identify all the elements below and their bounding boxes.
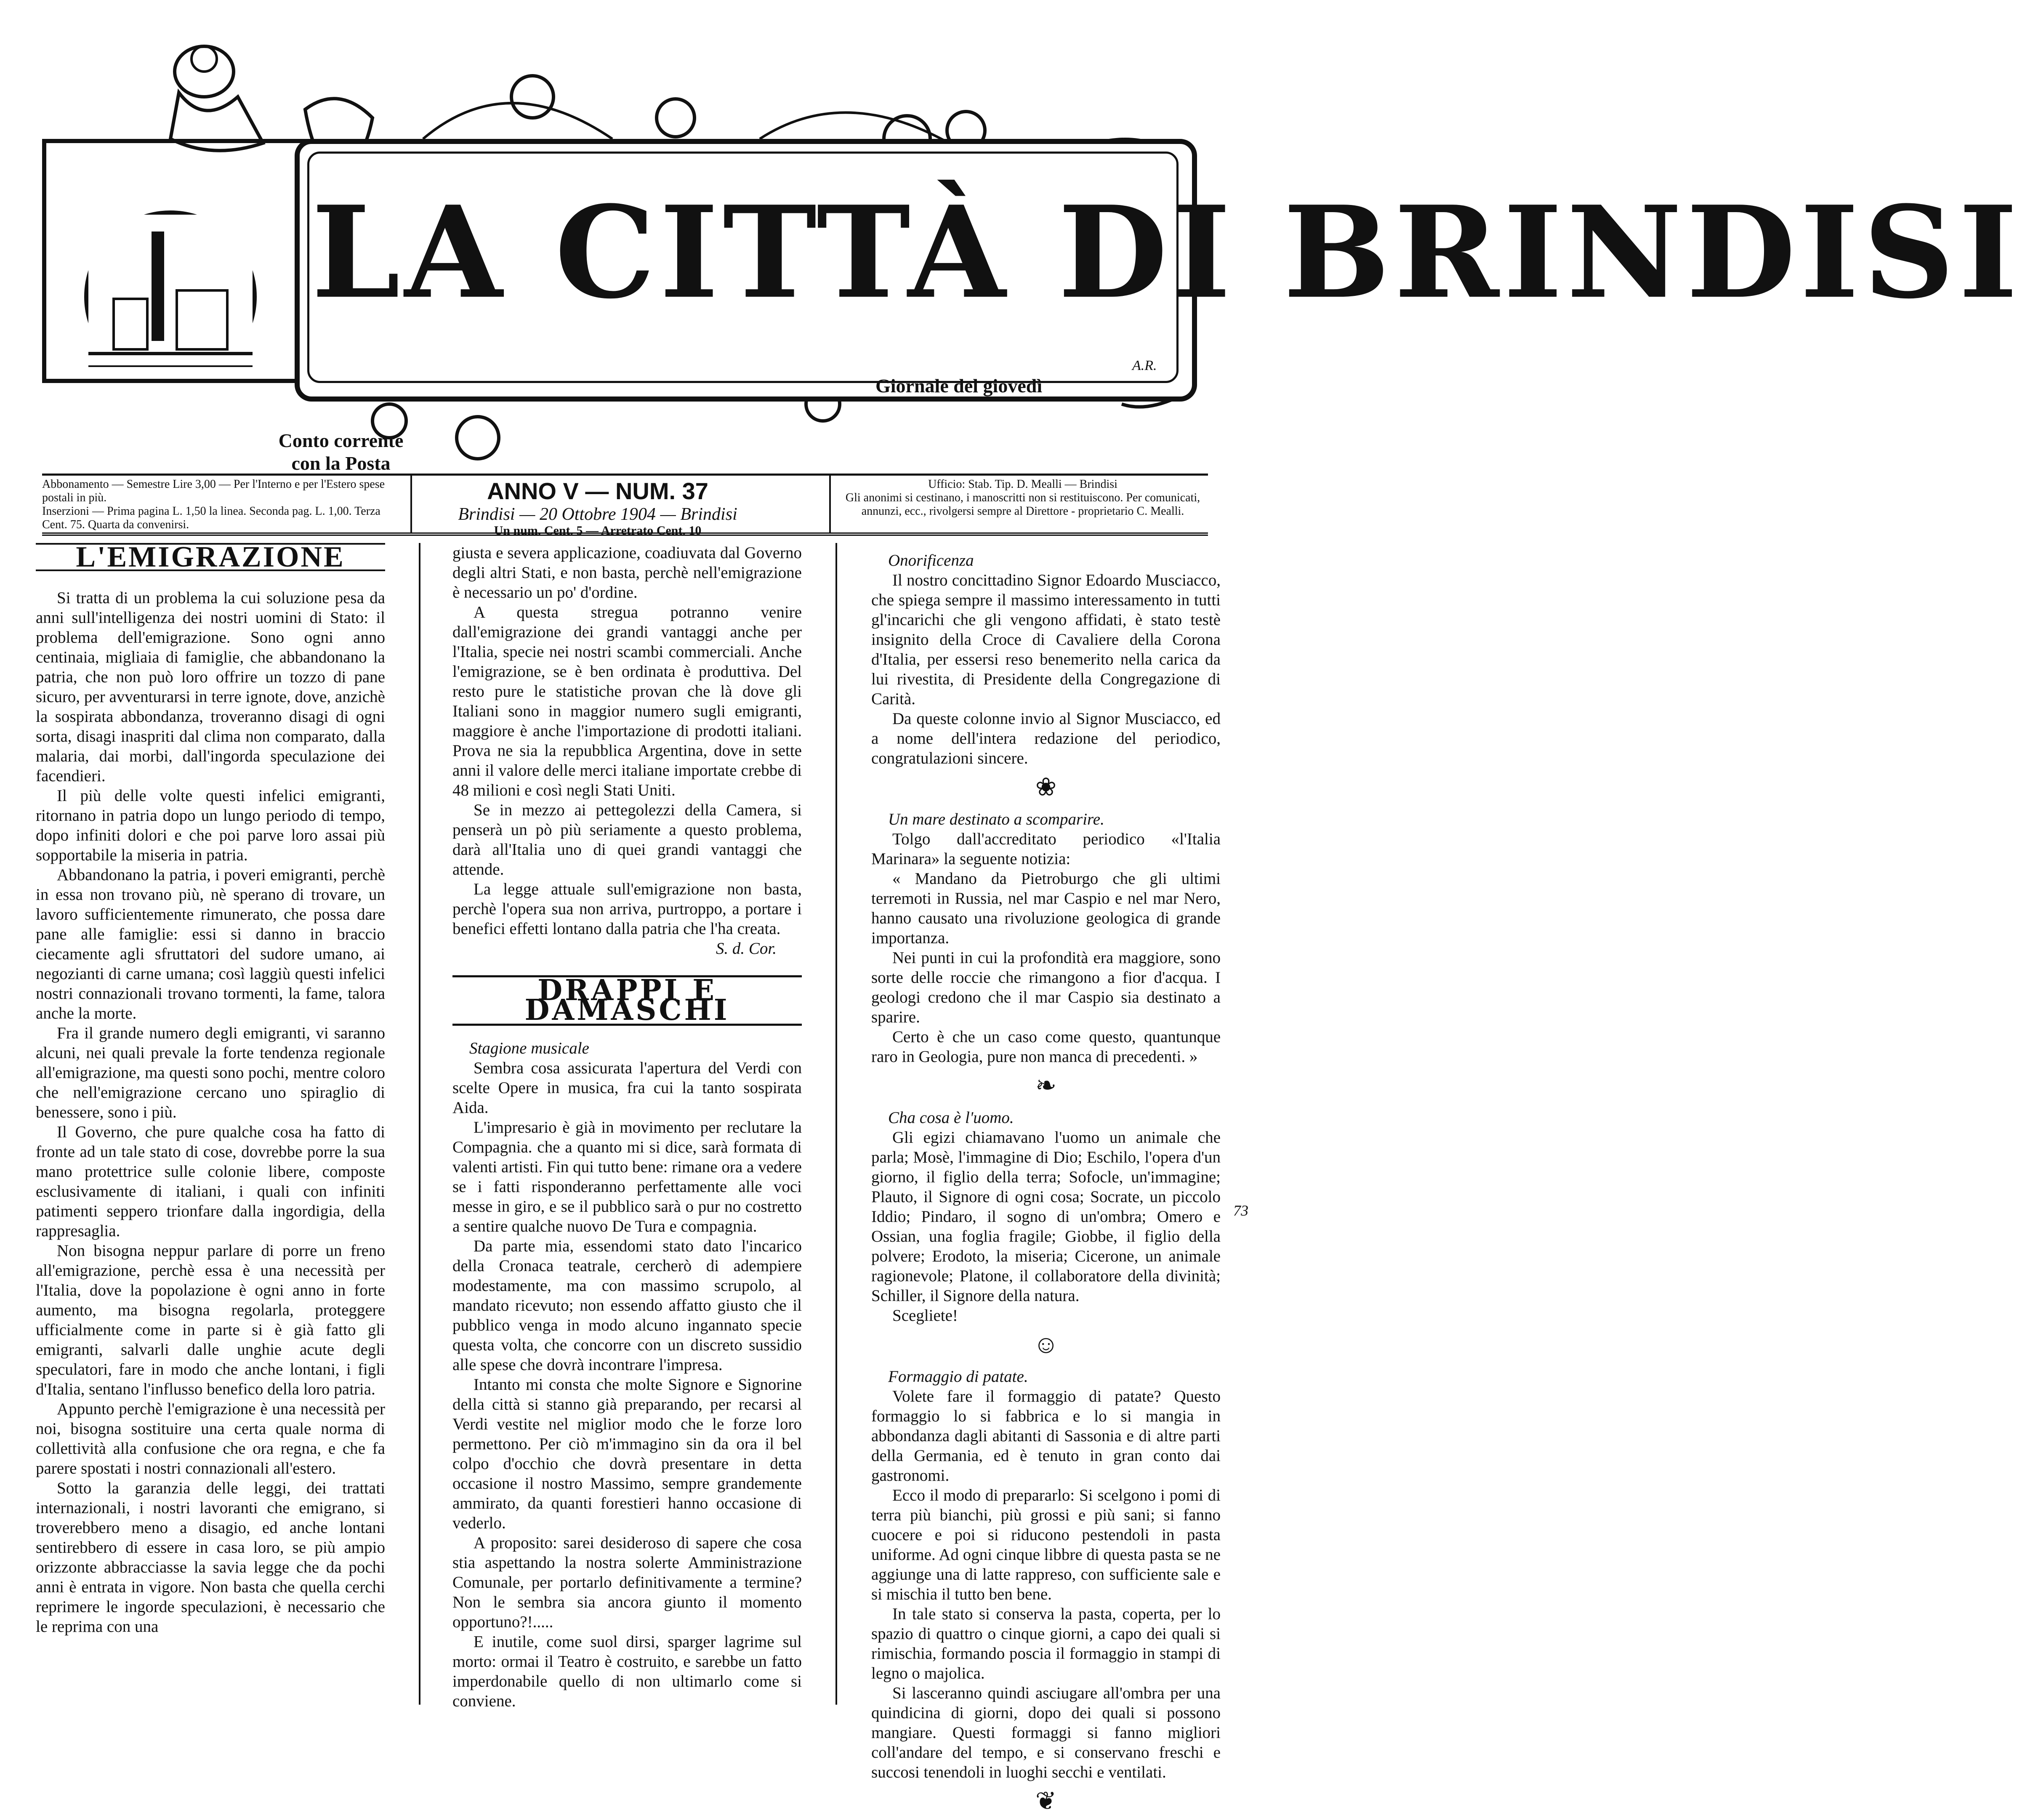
column-rule [835,543,837,1705]
paragraph: Si tratta di un problema la cui soluzione pesa da anni sull'intelligenza dei nostri uomini di Stato: il problema dell'emigrazione. Sono ogni anno centinaia, migliaia di famiglie, che abbandonano la patria, che non può loro offrire un tozzo di pane sicuro, per avventurarsi in terre ignote, dove, anzichè la sospirata abbondanza, troveranno disagi di ogni sorta, disagi inaspriti dal clima non comparato, dalla malaria, dai morbi, dall'ingorda speculazione dei facendieri. [36,589,385,785]
newspaper-title: LA CITTÀ DI BRINDISI [311,178,2022,327]
price-line: Un num. Cent. 5 — Arretrato Cent. 10 [494,524,702,537]
section-subtitle: Cha cosa è l'uomo. [888,1109,1014,1127]
paragraph: Sembra cosa assicurata l'apertura del Verdi con scelte Opere in musica, fra cui la tanto sospirata Aida. [452,1059,802,1117]
paragraph: Il Governo, che pure qualche cosa ha fatto di fronte ad un tale stato di cose, dovrebbe porre la sua mano protettrice sulle colonie libere, composte esclusivamente di italiani, i quali con infiniti patimenti seppero trionfare dalla ingordigia, della rappresaglia. [36,1123,385,1240]
paragraph: Abbandonano la patria, i poveri emigranti, perchè in essa non trovano più, nè sperano di trovare, un lavoro sufficientemente rimunerato, che possa dare pane alle famiglie: essi si danno in braccio ciecamente agli sfruttatori del sudore umano, ai negozianti di carne umana; così laggiù questi infelici nostri connazionali trovano tormenti, la fame, talora anche la morte. [36,866,385,1022]
paragraph: In tale stato si conserva la pasta, coperta, per lo spazio di quattro o cinque giorni, a capo dei quali si rimischia, formando poscia il formaggio in stampi di legno o majolica. [871,1605,1221,1682]
info-divider [410,474,412,532]
paragraph: Sotto la garanzia delle leggi, dei trattati internazionali, i nostri lavoranti che emigrano, si troverebbero meno a disagio, ed anche lontani sentirebbero di essere in casa loro, se più ampio orizzonte abbracciasse la savia legge che da pochi anni è entrata in vigore. Non basta che quella cerchi reprimere le ingorde speculazioni, è necessario che le reprima con una [36,1479,385,1636]
paragraph: Se in mezzo ai pettegolezzi della Camera, si penserà un pò più seriamente a questo problema, darà all'Italia uno di quei grandi vantaggi che attende. [452,801,802,878]
column-2 [452,543,802,1711]
paragraph: Appunto perchè l'emigrazione è una necessità per noi, bisogna sostituire una certa quale norma di collettività alla confusione che ora regna, e che fa parere spostati i nostri connazionali all'estero. [36,1400,385,1477]
ornament-icon: ❀ [1035,773,1057,801]
paragraph: Ecco il modo di prepararlo: Si scelgono i pomi di terra più bianchi, più grossi e più sani; si fanno cuocere e poi si riducono pestendoli in pasta uniforme. Ad ogni cinque libbre di questa pasta se ne aggiunge una di latte rappreso, con sufficiente sale e si mischia il tutto ben bene. [871,1486,1221,1603]
paragraph: Il nostro concittadino Signor Edoardo Musciacco, che spiega sempre il massimo interessamento in tutti gl'incarichi che gli vengono affidati, è stato testè insignito della Croce di Cavaliere della Corona d'Italia, per essersi reso benemerito nella carica da lui rivestita, di Presidente della Congregazione di Carità. [871,571,1221,708]
postal-account-note: Conto corrente con la Posta [278,430,404,474]
paragraph: Il più delle volte questi infelici emigranti, ritornano in patria dopo un lungo periodo di tempo, dopo infiniti dolori e che poi parve loro assai più sopportabile la miseria in patria. [36,787,385,864]
paragraph: La legge attuale sull'emigrazione non basta, perchè l'opera sua non arriva, purtroppo, a portare i benefici effetti lontano dalla patria che l'ha creata. [452,880,802,938]
info-divider [829,474,831,532]
article-title: L'EMIGRAZIONE [36,543,385,571]
section-subtitle: Stagione musicale [469,1039,589,1057]
section-subtitle: Un mare destinato a scomparire. [888,810,1104,828]
paragraph: A proposito: sarei desideroso di sapere che cosa stia aspettando la nostra solerte Amministrazione Comunale, per portarlo definitivamente a termine? Non le sembra sia ancora giunto il momento opportuno?!..... [452,1534,802,1631]
dateline: Brindisi — 20 Ottobre 1904 — Brindisi [458,505,737,524]
paragraph: « Mandano da Pietroburgo che gli ultimi terremoti in Russia, nel mar Caspio e nel mar Nero, hanno causato una rivoluzione geologica di grande importanza. [871,870,1221,947]
section-heading: DRAPPI E DAMASCHI [452,975,802,1026]
paragraph: L'impresario è già in movimento per reclutare la Compagnia. che a quanto mi si dice, sarà formata di valenti artisti. Fin qui tutto bene: rimane ora a vedere se i fatti risponderanno perfettamente alle voci messe in giro, e se il pubblico sarà o pur no costretto a sentire qualche nuovo De Tura e compagnia. [452,1118,802,1235]
office-info: Ufficio: Stab. Tip. D. Mealli — Brindisi Gli anonimi si cestinano, i manoscritti non si restituiscono. Per comunicati, annunzi, ecc., rivolgersi sempre al Direttore - proprietario C. Mealli. [845,478,1200,518]
newspaper-subtitle: Giornale del giovedì [875,375,1043,396]
issue-info [421,478,774,537]
subscription-info: Abbonamento — Semestre Lire 3,00 — Per l'Interno e per l'Estero spese postali in più. Inserzioni — Prima pagina L. 1,50 la linea. Seconda pag. L. 1,00. Terza Cent. 75. Quarta da convenirsi. [42,478,385,531]
margin-note: 73 [1233,1202,1248,1219]
paragraph: Certo è che un caso come questo, quantunque raro in Geologia, pure non manca di precedenti. » [871,1028,1221,1066]
section-subtitle: Formaggio di patate. [888,1368,1028,1386]
paragraph: A questa stregua potranno venire dall'emigrazione dei grandi vantaggi anche per l'Italia, specie nei nostri scambi commerciali. Anche l'emigrazione, se è ben ordinata è produttiva. Del resto pure le statistiche provan che là dove gli Italiani sono in maggior numero sugli emigranti, maggiore è anche l'importazione di prodotti italiani. Prova ne sia la repubblica Argentina, dove in sette anni il valore delle merci italiane importate crebbe di 48 milioni e così negli Stati Uniti. [452,603,802,799]
paragraph: Scegliete! [892,1306,958,1325]
paragraph: Da parte mia, essendomi stato dato l'incarico della Cronaca teatrale, cercherò di adempiere modestamente, ma con massimo scrupolo, al mandato ricevuto; non essendo affatto giusto che il pubblico venga in modo alcuno ingannato specie questa volta, che concorre con un discreto sussidio alle spese che dovrà incontrare l'impresa. [452,1237,802,1374]
column-3 [871,543,1221,1820]
ornament-icon: ❧ [1035,1072,1057,1099]
column-rule [419,543,420,1705]
paragraph: Nei punti in cui la profondità era maggiore, sono sorte delle roccie che rimangono a fior d'acqua. I geologi credono che il mar Caspio sia destinato a sparire. [871,949,1221,1026]
section-subtitle: Onorificenza [888,551,974,569]
issue-number: ANNO V — NUM. 37 [487,478,708,504]
city-vignette [84,210,257,383]
paragraph: Fra il grande numero degli emigranti, vi saranno alcuni, nei quali prevale la forte tendenza regionale all'emigrazione, ma questi sono pochi, mentre coloro che nell'emigrazione cercano uno spiraglio di benessere, sono i più. [36,1024,385,1121]
artist-signature: A.R. [1132,358,1157,373]
paragraph: Da queste colonne invio al Signor Musciacco, ed a nome dell'intera redazione del periodico, congratulazioni sincere. [871,710,1221,767]
ornament-icon: ❦ [1035,1787,1057,1815]
ornament-icon: ☺ [1033,1330,1059,1358]
paragraph: Gli egizi chiamavano l'uomo un animale che parla; Mosè, l'immagine di Dio; Eschilo, l'opera d'un giorno, il figlio della terra; Sofocle, un'immagine; Plauto, il Signore di ogni cosa; Socrate, un piccolo Iddio; Pindaro, il sogno di un'ombra; Omero e Ossian, una foglia fragile; Giobbe, il figlio della polvere; Erodoto, la miseria; Cicerone, un animale ragionevole; Platone, il collaboratore della divinità; Schiller, il Signore della natura. [871,1128,1221,1305]
column-1 [36,543,385,1636]
paragraph: Volete fare il formaggio di patate? Questo formaggio lo si fabbrica e lo si mangia in abbondanza dagli abitanti di Sassonia e di altre parti della Germania, ed è tenuto in gran conto dai gastronomi. [871,1387,1221,1485]
paragraph: Tolgo dall'accreditato periodico «l'Italia Marinara» la seguente notizia: [871,830,1221,868]
paragraph: Intanto mi consta che molte Signore e Signorine della città si stanno già preparando, per recarsi al Verdi vestite nel miglior modo che le forze loro permettono. Per ciò m'immagino sin da ora il bel colpo d'occhio che dovrà presentare in detta occasione il nostro Massimo, sempre grandemente ammirato, da quanti forestieri hanno occasione di vederlo. [452,1376,802,1532]
paragraph: Si lasceranno quindi asciugare all'ombra per una quindicina di giorni, dopo dei quali si possono mangiare. Questi formaggi si fanno migliori coll'andare del tempo, e si conservano freschi e succosi tenendoli in luoghi secchi e ventilati. [871,1684,1221,1781]
paragraph: giusta e severa applicazione, coadiuvata dal Governo degli altri Stati, e non basta, perchè nell'emigrazione è necessario un po' d'ordine. [452,544,802,601]
author-signature: S. d. Cor. [716,939,777,958]
paragraph: Non bisogna neppur parlare di porre un freno all'emigrazione, perchè essa è una necessità per l'Italia, dove la popolazione è ogni anno in forte aumento, ma bisogna regolarla, proteggere ufficialmente come in parte si è già fatto gli emigranti, salvarli dalle unghie acute degli speculatori, fare in modo che anche lontani, i figli d'Italia, sentano l'influsso benefico della loro patria. [36,1242,385,1398]
paragraph: E inutile, come suol dirsi, sparger lagrime sul morto: ormai il Teatro è costruito, e sarebbe un fatto imperdonabile quello di non ultimarlo come si conviene. [452,1633,802,1710]
